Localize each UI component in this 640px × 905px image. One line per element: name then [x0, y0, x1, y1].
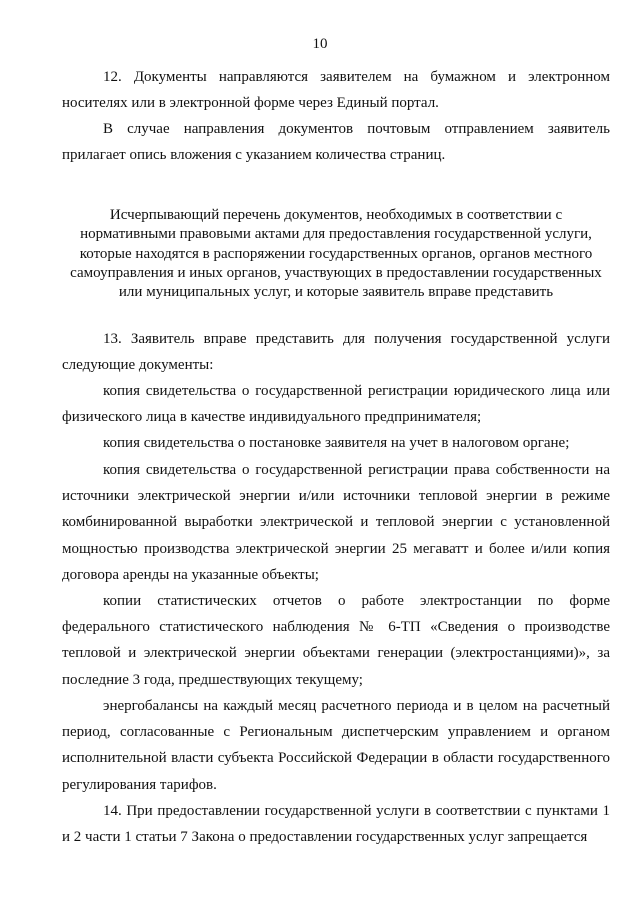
heading-line: самоуправления и иных органов, участвующих в предоставлении государственных [70, 264, 602, 281]
paragraph-12-mail: В случае направления документов почтовым отправлением заявитель прилагает опись вложения с указанием количества страниц. [62, 121, 610, 164]
paragraph-13: 13. Заявитель вправе представить для получения государственной услуги следующие документы: [62, 331, 610, 374]
list-item-registration-certificate: копия свидетельства о государственной регистрации юридического лица или физического лица в качестве индивидуального предпринимателя; [62, 383, 610, 426]
list-item-statistical-reports: копии статистических отчетов о работе электростанции по форме федерального статистического наблюдения № 6-ТП «Сведения о производстве тепловой и электрической энергии объектами генерации (электростанциями)», за последние 3 года, предшествующих текущему; [62, 593, 610, 688]
heading-line: которые находятся в распоряжении государственных органов, органов местного [79, 245, 593, 262]
list-item-tax-certificate: копия свидетельства о постановке заявителя на учет в налоговом органе; [103, 435, 570, 451]
heading-line: нормативными правовыми актами для предоставления государственной услуги, [80, 226, 592, 243]
heading-line: Исчерпывающий перечень документов, необходимых в соответствии с [109, 207, 563, 223]
section-heading [62, 206, 610, 302]
paragraph-14: 14. При предоставлении государственной услуги в соответствии с пунктами 1 и 2 части 1 статьи 7 Закона о предоставлении государственных услуг запрещается [62, 803, 610, 846]
heading-line: или муниципальных услуг, и которые заявитель вправе представить [118, 284, 554, 301]
list-item-energy-balances: энергобалансы на каждый месяц расчетного периода и в целом на расчетный период, согласованные с Региональным диспетчерским управлением и органом исполнительной власти субъекта Российской Федерации в области государственного регулирования тарифов. [62, 698, 610, 793]
paragraph-12: 12. Документы направляются заявителем на бумажном и электронном носителях или в электронной форме через Единый портал. [62, 69, 610, 112]
page-number: 10 [312, 36, 328, 52]
list-item-ownership-certificate: копия свидетельства о государственной регистрации права собственности на источники электрической энергии и/или источники тепловой энергии в режиме комбинированной выработки электрической и тепловой энергии с установленной мощностью производства электрической энергии 25 мегаватт и более и/или копия договора аренды на указанные объекты; [62, 462, 610, 583]
